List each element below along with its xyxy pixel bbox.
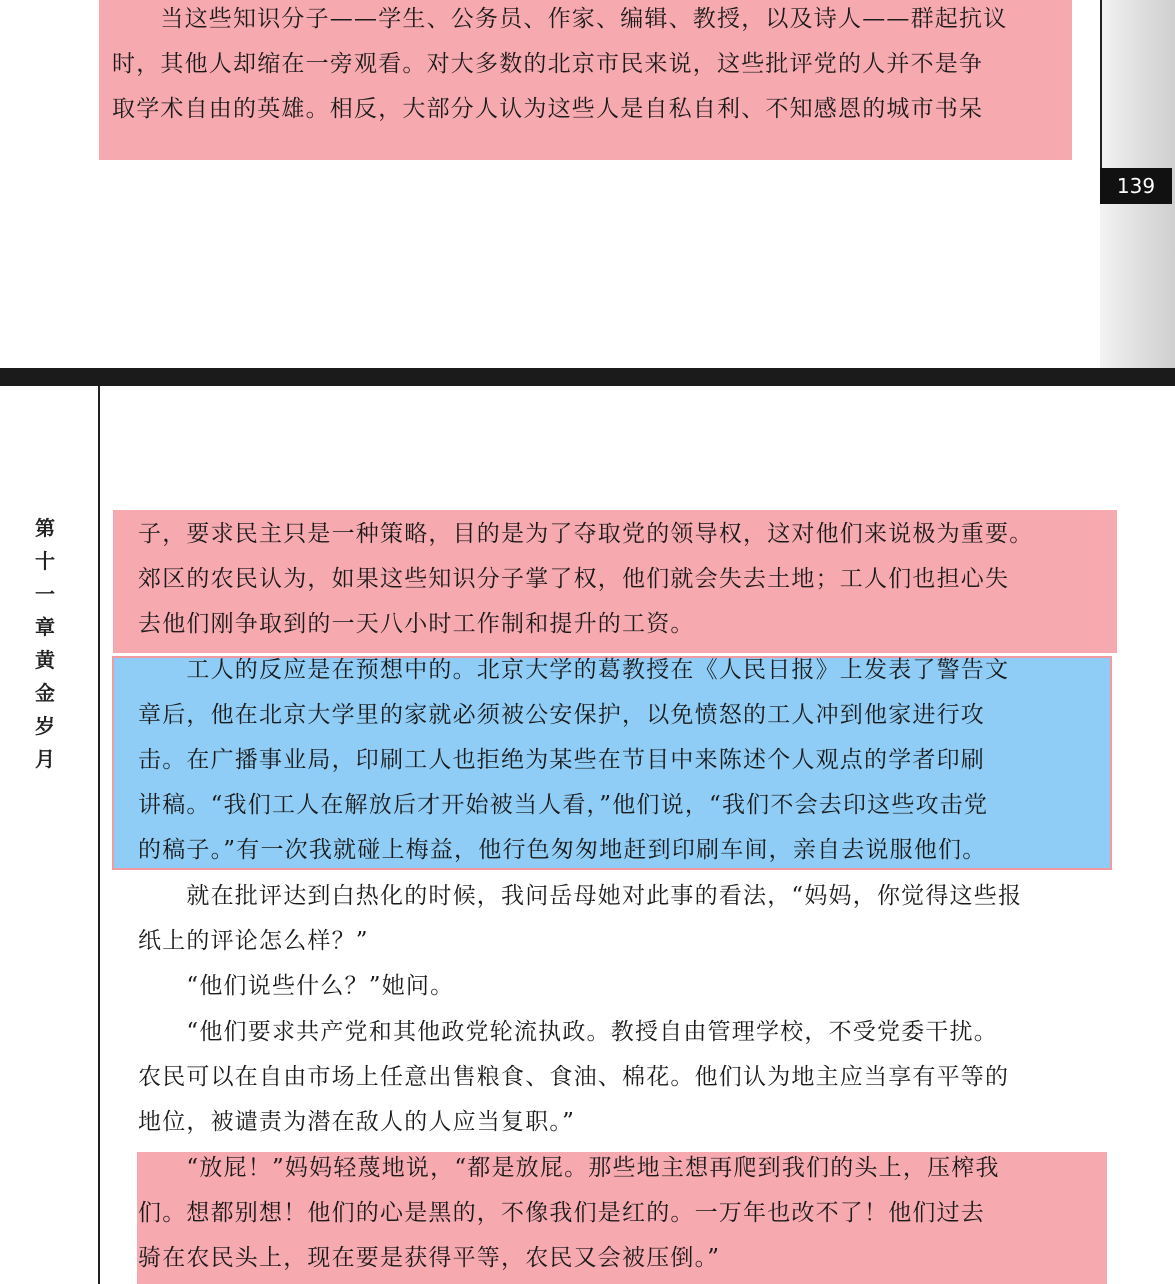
text-line: 农民可以在自由市场上任意出售粮食、食油、棉花。他们认为地主应当享有平等的 bbox=[138, 1064, 1010, 1090]
paragraph-6 bbox=[138, 1146, 1000, 1281]
text-line: 骑在农民头上，现在要是获得平等，农民又会被压倒。” bbox=[138, 1245, 721, 1271]
paragraph-4 bbox=[138, 964, 454, 1009]
page-divider bbox=[0, 368, 1175, 386]
text-line: 子，要求民主只是一种策略，目的是为了夺取党的领导权，这对他们来说极为重要。 bbox=[138, 521, 1034, 547]
running-head-char: 黄 bbox=[35, 648, 55, 672]
text-line: 时，其他人却缩在一旁观看。对大多数的北京市民来说，这些批评党的人并不是争 bbox=[112, 51, 984, 77]
text-line: 取学术自由的英雄。相反，大部分人认为这些人是自私自利、不知感恩的城市书呆 bbox=[112, 96, 984, 122]
running-head-char: 岁 bbox=[35, 714, 55, 738]
page-edge-rule bbox=[1100, 0, 1102, 170]
text-line: 地位，被谴责为潜在敌人的人应当复职。” bbox=[138, 1109, 576, 1135]
running-head bbox=[28, 512, 62, 776]
text-line: 就在批评达到白热化的时候，我问岳母她对此事的看法，“妈妈，你觉得这些报 bbox=[138, 883, 1023, 909]
text-line: 章后，他在北京大学里的家就必须被公安保护，以免愤怒的工人冲到他家进行攻 bbox=[138, 702, 985, 728]
running-head-char: 金 bbox=[35, 681, 55, 705]
running-head-char: 月 bbox=[35, 747, 55, 771]
paragraph-2 bbox=[138, 648, 1009, 873]
text-line: 纸上的评论怎么样？” bbox=[138, 928, 369, 954]
text-line: 的稿子。”有一次我就碰上梅益，他行色匆匆地赶到印刷车间，亲自去说服他们。 bbox=[138, 837, 987, 863]
margin-rule bbox=[98, 386, 100, 1284]
running-head-char: 章 bbox=[35, 615, 55, 639]
text-line: 郊区的农民认为，如果这些知识分子掌了权，他们就会失去土地；工人们也担心失 bbox=[138, 566, 1010, 592]
top-paragraph bbox=[112, 0, 1007, 132]
text-line: “他们说些什么？”她问。 bbox=[138, 973, 455, 999]
paragraph-1 bbox=[138, 512, 1033, 647]
paragraph-5 bbox=[138, 1010, 1009, 1145]
running-head-char: 十 bbox=[35, 549, 55, 573]
running-head-char: 一 bbox=[35, 582, 55, 606]
paragraph-3 bbox=[138, 874, 1022, 964]
text-line: 击。在广播事业局，印刷工人也拒绝为某些在节目中来陈述个人观点的学者印刷 bbox=[138, 747, 985, 773]
text-line: 当这些知识分子——学生、公务员、作家、编辑、教授，以及诗人——群起抗议 bbox=[112, 6, 1008, 32]
page-number: 139 bbox=[1100, 168, 1172, 204]
running-head-char: 第 bbox=[35, 516, 55, 540]
text-line: “放屁！”妈妈轻蔑地说，“都是放屁。那些地主想再爬到我们的头上，压榨我 bbox=[138, 1155, 1000, 1181]
text-line: 工人的反应是在预想中的。北京大学的葛教授在《人民日报》上发表了警告文 bbox=[138, 657, 1010, 683]
text-line: “他们要求共产党和其他政党轮流执政。教授自由管理学校，不受党委干扰。 bbox=[138, 1019, 998, 1045]
text-line: 讲稿。“我们工人在解放后才开始被当人看，”他们说，“我们不会去印这些攻击党 bbox=[138, 792, 989, 818]
text-line: 去他们刚争取到的一天八小时工作制和提升的工资。 bbox=[138, 611, 695, 637]
text-line: 们。想都别想！他们的心是黑的，不像我们是红的。一万年也改不了！他们过去 bbox=[138, 1200, 985, 1226]
